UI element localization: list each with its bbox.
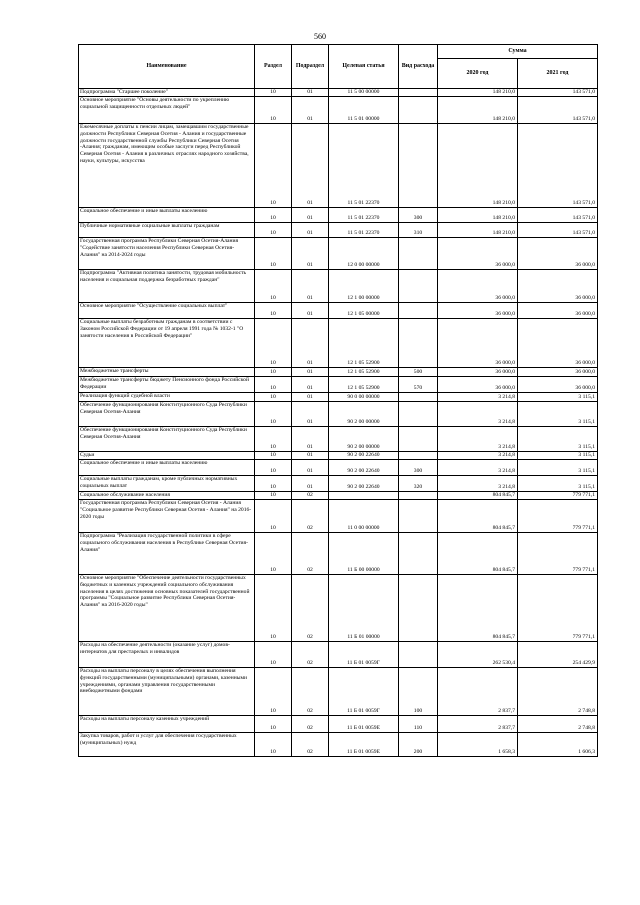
row-sum-2021-cell: 3 115,1 [518, 393, 598, 402]
table-row [79, 97, 598, 124]
table-row [79, 319, 598, 368]
row-section-cell: 10 [255, 303, 292, 319]
row-expense-type-cell [399, 89, 438, 97]
row-target-item-cell: 12 1 00 00000 [329, 270, 399, 303]
row-target-item-cell: 11 5 00 00000 [329, 89, 399, 97]
table-row [79, 716, 598, 733]
row-subsection-cell: 01 [292, 460, 329, 476]
row-sum-2021-cell: 36 000,0 [518, 368, 598, 377]
row-name-cell: Межбюджетные трансферты бюджету Пенсионного фонда Российской Федерации [79, 377, 255, 393]
row-expense-type-cell: 200 [399, 733, 438, 757]
table-row [79, 223, 598, 238]
row-target-item-cell: 12 1 05 00000 [329, 303, 399, 319]
row-expense-type-cell [399, 303, 438, 319]
row-sum-2020-cell: 36 000,0 [438, 377, 518, 393]
row-sum-2021-cell: 779 771,1 [518, 575, 598, 642]
row-sum-2021-cell: 3 115,1 [518, 476, 598, 492]
table-row [79, 402, 598, 427]
row-sum-2020-cell: 1 658,3 [438, 733, 518, 757]
row-subsection-cell: 02 [292, 575, 329, 642]
row-subsection-cell: 02 [292, 642, 329, 668]
row-name-cell: Социальные выплаты безработным гражданам в соответствии с Законом Российской Федерации от 19 апреля 1991 года № 1032-1 "О занятости населения в Российской Федерации" [79, 319, 255, 368]
header-subsection: Подраздел [292, 45, 329, 89]
row-target-item-cell [329, 492, 399, 500]
header-year-2021: 2021 год [518, 59, 598, 89]
row-target-item-cell: 11 5 01 22370 [329, 208, 399, 223]
header-sum: Сумма [438, 45, 598, 59]
row-section-cell: 10 [255, 393, 292, 402]
table-row [79, 575, 598, 642]
row-subsection-cell: 01 [292, 476, 329, 492]
row-target-item-cell: 11 0 00 00000 [329, 500, 399, 533]
row-subsection-cell: 01 [292, 89, 329, 97]
row-expense-type-cell [399, 642, 438, 668]
row-expense-type-cell [399, 319, 438, 368]
row-sum-2021-cell: 254 429,9 [518, 642, 598, 668]
row-subsection-cell: 01 [292, 377, 329, 393]
row-sum-2020-cell: 36 000,0 [438, 368, 518, 377]
row-expense-type-cell [399, 575, 438, 642]
row-expense-type-cell: 500 [399, 368, 438, 377]
row-sum-2020-cell: 36 000,0 [438, 238, 518, 270]
row-expense-type-cell: 300 [399, 208, 438, 223]
table-row [79, 368, 598, 377]
row-section-cell: 10 [255, 368, 292, 377]
row-expense-type-cell: 310 [399, 223, 438, 238]
row-name-cell: Социальные выплаты гражданам, кроме публичных нормативных социальных выплат [79, 476, 255, 492]
row-sum-2020-cell: 804 845,7 [438, 492, 518, 500]
row-name-cell: Подпрограмма "Реализация государственной политики в сфере социального обслуживания населения в Республике Северная Осетия-Алания" [79, 533, 255, 575]
row-expense-type-cell [399, 492, 438, 500]
row-sum-2020-cell: 3 214,8 [438, 476, 518, 492]
row-expense-type-cell: 100 [399, 668, 438, 716]
table-row [79, 500, 598, 533]
table-row [79, 270, 598, 303]
row-target-item-cell: 90 0 00 00000 [329, 393, 399, 402]
row-section-cell: 10 [255, 238, 292, 270]
row-expense-type-cell: 320 [399, 476, 438, 492]
row-sum-2021-cell: 36 000,0 [518, 377, 598, 393]
row-expense-type-cell: 570 [399, 377, 438, 393]
row-name-cell: Ежемесячные доплаты к пенсии лицам, замещавшим государственные должности Республики Северная Осетия - Алания и государственные должности государственной службы Республики Северная Осетия -Алания; гражданам, имеющим особые заслуги перед Республикой Северная Осетия - Алания в различных отраслях народного хозяйства, науки, культуры, искусства [79, 124, 255, 208]
row-name-cell: Расходы на выплаты персоналу казенных учреждений [79, 716, 255, 733]
row-expense-type-cell [399, 500, 438, 533]
row-target-item-cell: 11 Б 01 00000 [329, 575, 399, 642]
row-name-cell: Обеспечение функционирования Конституционного Суда Республики Северная Осетия-Алания [79, 402, 255, 427]
row-subsection-cell: 01 [292, 319, 329, 368]
row-section-cell: 10 [255, 402, 292, 427]
row-name-cell: Обеспечение функционирования Конституционного Суда Республики Северная Осетия-Алания [79, 427, 255, 452]
row-name-cell: Государственная программа Республики Северная Осетия-Алания "Содействие занятости населения Республики Северная Осетия-Алания" на 2014-2024 годы [79, 238, 255, 270]
row-target-item-cell: 90 2 00 22640 [329, 452, 399, 460]
row-name-cell: Социальное обслуживание населения [79, 492, 255, 500]
row-sum-2021-cell: 36 000,0 [518, 319, 598, 368]
table-row [79, 533, 598, 575]
row-subsection-cell: 01 [292, 208, 329, 223]
row-sum-2021-cell: 779 771,1 [518, 533, 598, 575]
row-subsection-cell: 02 [292, 492, 329, 500]
row-section-cell: 10 [255, 492, 292, 500]
row-target-item-cell: 90 2 00 00000 [329, 402, 399, 427]
row-section-cell: 10 [255, 89, 292, 97]
row-expense-type-cell: 110 [399, 716, 438, 733]
row-name-cell: Подпрограмма "Активная политика занятости, трудовая мобильность населения и социальная поддержка безработных граждан" [79, 270, 255, 303]
row-target-item-cell: 12 1 05 52900 [329, 368, 399, 377]
row-sum-2021-cell: 143 571,0 [518, 208, 598, 223]
row-section-cell: 10 [255, 208, 292, 223]
row-section-cell: 10 [255, 575, 292, 642]
row-section-cell: 10 [255, 668, 292, 716]
row-name-cell: Государственная программа Республики Северная Осетия - Алания "Социальное развитие Республики Северная Осетия - Алания" на 2016-2020 годы [79, 500, 255, 533]
row-target-item-cell: 90 2 00 00000 [329, 427, 399, 452]
row-subsection-cell: 02 [292, 716, 329, 733]
row-subsection-cell: 02 [292, 668, 329, 716]
table-row [79, 476, 598, 492]
row-name-cell: Публичные нормативные социальные выплаты гражданам [79, 223, 255, 238]
row-name-cell: Закупка товаров, работ и услуг для обеспечения государственных (муниципальных) нужд [79, 733, 255, 757]
row-subsection-cell: 01 [292, 223, 329, 238]
table-row [79, 642, 598, 668]
row-expense-type-cell [399, 402, 438, 427]
row-name-cell: Основное мероприятие "Осуществление социальных выплат" [79, 303, 255, 319]
row-subsection-cell: 01 [292, 452, 329, 460]
table-row [79, 427, 598, 452]
table-row [79, 208, 598, 223]
row-name-cell: Социальное обеспечение и иные выплаты населению [79, 208, 255, 223]
table-row [79, 393, 598, 402]
table-row [79, 303, 598, 319]
row-sum-2021-cell: 779 771,1 [518, 492, 598, 500]
row-expense-type-cell: 300 [399, 460, 438, 476]
row-sum-2020-cell: 3 214,8 [438, 402, 518, 427]
row-subsection-cell: 01 [292, 124, 329, 208]
row-sum-2021-cell: 3 115,1 [518, 460, 598, 476]
row-expense-type-cell [399, 533, 438, 575]
table-row [79, 460, 598, 476]
row-sum-2021-cell: 36 000,0 [518, 303, 598, 319]
table-row [79, 733, 598, 757]
row-name-cell: Межбюджетные трансферты [79, 368, 255, 377]
table-row [79, 668, 598, 716]
header-year-2020: 2020 год [438, 59, 518, 89]
row-section-cell: 10 [255, 460, 292, 476]
table-row [79, 124, 598, 208]
page-number: 560 [314, 32, 326, 41]
row-sum-2020-cell: 148 210,0 [438, 124, 518, 208]
row-target-item-cell: 11 Б 00 00000 [329, 533, 399, 575]
row-section-cell: 10 [255, 500, 292, 533]
row-sum-2021-cell: 36 000,0 [518, 238, 598, 270]
row-expense-type-cell [399, 452, 438, 460]
row-subsection-cell: 01 [292, 238, 329, 270]
row-sum-2020-cell: 804 845,7 [438, 533, 518, 575]
row-name-cell: Расходы на обеспечение деятельности (оказание услуг) домов-интернатов для престарелых и инвалидов [79, 642, 255, 668]
row-section-cell: 10 [255, 716, 292, 733]
row-section-cell: 10 [255, 223, 292, 238]
row-sum-2020-cell: 148 210,0 [438, 89, 518, 97]
row-section-cell: 10 [255, 377, 292, 393]
row-subsection-cell: 02 [292, 500, 329, 533]
table-row [79, 89, 598, 97]
row-target-item-cell: 12 1 05 52900 [329, 319, 399, 368]
row-section-cell: 10 [255, 642, 292, 668]
row-section-cell: 10 [255, 124, 292, 208]
row-target-item-cell: 90 2 00 22640 [329, 460, 399, 476]
row-name-cell: Подпрограмма "Старшее поколение" [79, 89, 255, 97]
row-sum-2021-cell: 779 771,1 [518, 500, 598, 533]
row-sum-2021-cell: 3 115,1 [518, 427, 598, 452]
row-section-cell: 10 [255, 270, 292, 303]
row-expense-type-cell [399, 238, 438, 270]
row-sum-2020-cell: 148 210,0 [438, 97, 518, 124]
row-expense-type-cell [399, 427, 438, 452]
row-sum-2020-cell: 36 000,0 [438, 303, 518, 319]
row-sum-2020-cell: 2 837,7 [438, 668, 518, 716]
row-expense-type-cell [399, 270, 438, 303]
row-subsection-cell: 01 [292, 427, 329, 452]
table-row [79, 452, 598, 460]
table-row [79, 377, 598, 393]
row-subsection-cell: 01 [292, 393, 329, 402]
row-sum-2021-cell: 36 000,0 [518, 270, 598, 303]
table-row [79, 492, 598, 500]
row-sum-2020-cell: 3 214,8 [438, 460, 518, 476]
row-section-cell: 10 [255, 476, 292, 492]
row-name-cell: Основное мероприятие "Основы деятельности по укреплению социальной защищенности отдельных людей" [79, 97, 255, 124]
row-sum-2021-cell: 3 115,1 [518, 402, 598, 427]
budget-table [78, 44, 598, 757]
row-expense-type-cell [399, 393, 438, 402]
row-sum-2021-cell: 3 115,1 [518, 452, 598, 460]
row-sum-2020-cell: 3 214,8 [438, 452, 518, 460]
row-sum-2020-cell: 262 530,4 [438, 642, 518, 668]
row-sum-2020-cell: 3 214,8 [438, 427, 518, 452]
row-subsection-cell: 02 [292, 733, 329, 757]
row-target-item-cell: 11 5 01 22370 [329, 124, 399, 208]
row-target-item-cell: 11 Б 01 0059Е [329, 716, 399, 733]
row-sum-2021-cell: 143 571,0 [518, 223, 598, 238]
table-row [79, 238, 598, 270]
header-name: Наименование [79, 45, 255, 89]
row-sum-2021-cell: 2 748,8 [518, 716, 598, 733]
row-name-cell: Основное мероприятие "Обеспечение деятельности государственных бюджетных и казенных учреждений социального обслуживания населения в целях достижения основных показателей государственной программы "Социальное развитие Республики Северная Осетия-Алания" на 2016-2020 годы" [79, 575, 255, 642]
row-section-cell: 10 [255, 733, 292, 757]
header-expense-type: Вид расхода [399, 45, 438, 89]
row-sum-2021-cell: 143 571,0 [518, 124, 598, 208]
row-section-cell: 10 [255, 97, 292, 124]
row-target-item-cell: 11 5 01 22370 [329, 223, 399, 238]
row-sum-2021-cell: 143 571,0 [518, 97, 598, 124]
row-target-item-cell: 12 1 05 52900 [329, 377, 399, 393]
header-section: Раздел [255, 45, 292, 89]
row-subsection-cell: 01 [292, 368, 329, 377]
row-section-cell: 10 [255, 452, 292, 460]
row-subsection-cell: 01 [292, 97, 329, 124]
header-target-item: Целевая статья [329, 45, 399, 89]
row-subsection-cell: 01 [292, 270, 329, 303]
row-sum-2020-cell: 36 000,0 [438, 270, 518, 303]
row-section-cell: 10 [255, 319, 292, 368]
row-sum-2020-cell: 804 845,7 [438, 575, 518, 642]
row-sum-2020-cell: 148 210,0 [438, 208, 518, 223]
row-subsection-cell: 01 [292, 402, 329, 427]
row-sum-2020-cell: 3 214,8 [438, 393, 518, 402]
row-expense-type-cell [399, 97, 438, 124]
row-name-cell: Реализация функций судебной власти [79, 393, 255, 402]
row-sum-2020-cell: 804 845,7 [438, 500, 518, 533]
row-target-item-cell: 12 0 00 00000 [329, 238, 399, 270]
row-expense-type-cell [399, 124, 438, 208]
row-sum-2020-cell: 2 837,7 [438, 716, 518, 733]
row-name-cell: Социальное обеспечение и иные выплаты населению [79, 460, 255, 476]
row-sum-2021-cell: 1 606,3 [518, 733, 598, 757]
row-subsection-cell: 01 [292, 303, 329, 319]
row-sum-2020-cell: 148 210,0 [438, 223, 518, 238]
row-sum-2021-cell: 2 748,8 [518, 668, 598, 716]
row-target-item-cell: 11 5 01 00000 [329, 97, 399, 124]
row-name-cell: Судьи [79, 452, 255, 460]
row-section-cell: 10 [255, 533, 292, 575]
row-subsection-cell: 02 [292, 533, 329, 575]
row-target-item-cell: 90 2 00 22640 [329, 476, 399, 492]
row-name-cell: Расходы на выплаты персоналу в целях обеспечения выполнения функций государственными (муниципальными) органами, казенными учреждениями, органами управления государственными внебюджетными фондами [79, 668, 255, 716]
row-sum-2021-cell: 143 571,0 [518, 89, 598, 97]
row-target-item-cell: 11 Б 01 0059Е [329, 733, 399, 757]
row-target-item-cell: 11 Б 01 0059Г [329, 668, 399, 716]
row-target-item-cell: 11 Б 01 0059Г [329, 642, 399, 668]
row-sum-2020-cell: 36 000,0 [438, 319, 518, 368]
row-section-cell: 10 [255, 427, 292, 452]
